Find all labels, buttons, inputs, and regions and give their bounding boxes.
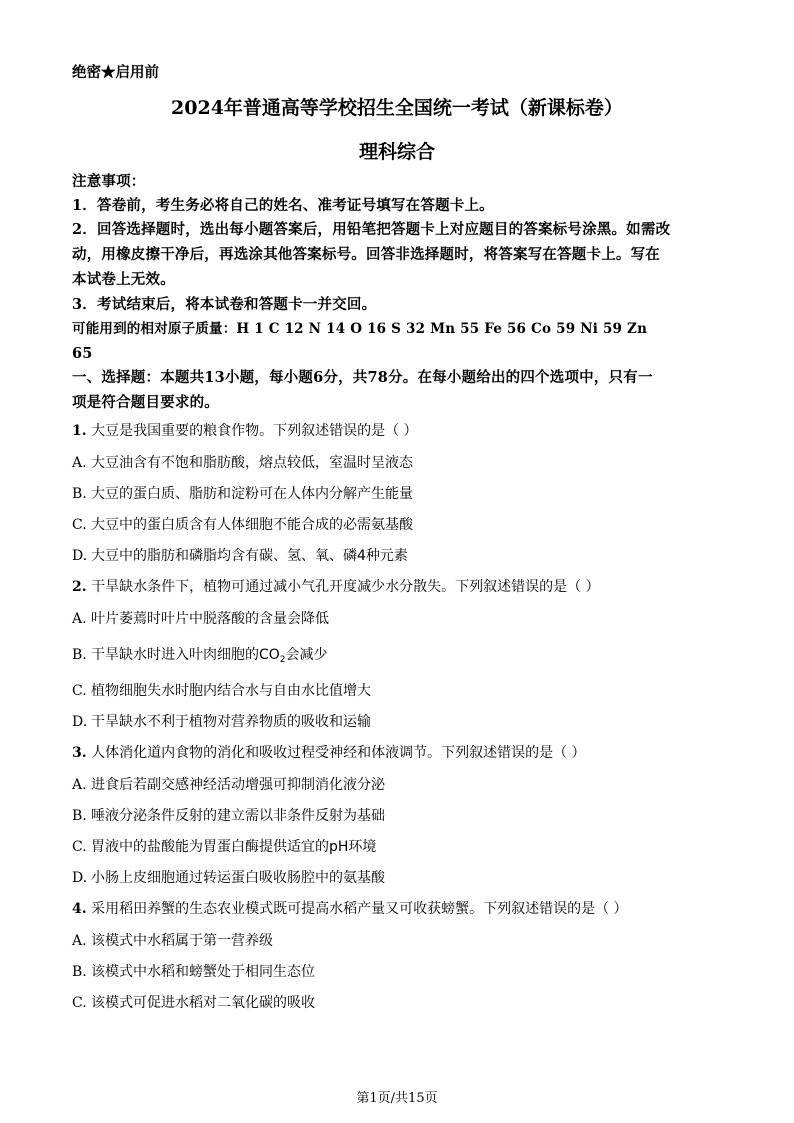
option-text: 干旱缺水不利于植物对营养物质的吸收和运输	[91, 714, 371, 730]
section-heading-line-1: 一、选择题：本题共13小题，每小题6分，共78分。在每小题给出的四个选项中，只有一	[72, 369, 653, 386]
atomic-mass-line-1: 可能用到的相对原子质量：H 1 C 12 N 14 O 16 S 32 Mn 55 Fe 56 Co 59 Ni 59 Zn	[72, 321, 648, 337]
option-text: 该模式中水稻和螃蟹处于相同生态位	[91, 964, 315, 980]
notice-item-2-line-3: 本试卷上无效。	[72, 271, 175, 288]
option-text-after: 会减少	[285, 647, 328, 663]
question-1-option-b	[72, 484, 413, 504]
question-text: 大豆是我国重要的粮食作物。下列叙述错误的是（ ）	[91, 423, 418, 439]
notice-heading: 注意事项：	[72, 173, 146, 190]
question-2-option-d	[72, 712, 371, 732]
option-text: 叶片萎蔫时叶片中脱落酸的含量会降低	[91, 611, 329, 627]
page-number-footer: 第1页/共15页	[356, 1091, 438, 1106]
question-2-option-a	[72, 609, 329, 629]
option-letter: C.	[72, 683, 87, 699]
question-4-option-c	[72, 993, 315, 1013]
question-3-option-a	[72, 775, 385, 795]
option-letter: A.	[72, 777, 87, 793]
notice-item-3: 3．考试结束后，将本试卷和答题卡一并交回。	[72, 296, 377, 313]
question-1-option-c	[72, 515, 413, 535]
option-text: 胃液中的盐酸能为胃蛋白酶提供适宜的pH环境	[91, 839, 377, 855]
question-number: 3.	[72, 745, 87, 761]
option-letter: B.	[72, 486, 87, 502]
secret-label: 绝密★启用前	[72, 64, 159, 81]
question-number: 1.	[72, 423, 87, 439]
notice-item-2-line-2: 动，用橡皮擦干净后，再选涂其他答案标号。回答非选择题时，将答案写在答题卡上。写在	[72, 246, 660, 263]
question-3-option-c	[72, 837, 376, 857]
option-text: 大豆中的蛋白质含有人体细胞不能合成的必需氨基酸	[91, 517, 413, 533]
question-4-option-a	[72, 931, 273, 951]
option-letter: A.	[72, 611, 87, 627]
atomic-mass-line-2: 65	[72, 345, 93, 362]
option-text: 唾液分泌条件反射的建立需以非条件反射为基础	[91, 808, 385, 824]
question-3-stem	[72, 743, 586, 763]
option-letter: B.	[72, 808, 87, 824]
option-letter: D.	[72, 548, 88, 564]
option-text: 大豆的蛋白质、脂肪和淀粉可在人体内分解产生能量	[91, 486, 413, 502]
option-text: 大豆中的脂肪和磷脂均含有碳、氢、氧、磷4种元素	[91, 548, 408, 564]
question-text: 采用稻田养蟹的生态农业模式既可提高水稻产量又可收获螃蟹。下列叙述错误的是（ ）	[91, 901, 628, 917]
question-2-option-b	[72, 645, 328, 670]
subject-title: 理科综合	[358, 141, 435, 163]
option-letter: C.	[72, 995, 87, 1011]
question-1-option-d	[72, 546, 408, 566]
option-text: 小肠上皮细胞通过转运蛋白吸收肠腔中的氨基酸	[91, 870, 385, 886]
question-2-stem	[72, 577, 600, 597]
question-1-option-a	[72, 453, 413, 473]
option-text-before: 干旱缺水时进入叶肉细胞的CO	[91, 647, 280, 663]
question-3-option-b	[72, 806, 385, 826]
option-letter: C.	[72, 839, 87, 855]
question-2-option-c	[72, 681, 371, 701]
question-4-option-b	[72, 962, 315, 982]
option-letter: B.	[72, 964, 87, 980]
notice-item-2-line-1: 2．回答选择题时，选出每小题答案后，用铅笔把答题卡上对应题目的答案标号涂黑。如需改	[72, 221, 671, 238]
question-4-stem	[72, 899, 628, 919]
option-letter: A.	[72, 455, 87, 471]
question-text: 干旱缺水条件下，植物可通过减小气孔开度减少水分散失。下列叙述错误的是（ ）	[91, 579, 600, 595]
option-text: 该模式可促进水稻对二氧化碳的吸收	[91, 995, 315, 1011]
option-letter: C.	[72, 517, 87, 533]
option-text: 该模式中水稻属于第一营养级	[91, 933, 273, 949]
section-heading-line-2: 项是符合题目要求的。	[72, 394, 219, 411]
option-letter: A.	[72, 933, 87, 949]
option-letter: D.	[72, 870, 88, 886]
option-letter: B.	[72, 647, 87, 663]
exam-title: 2024年普通高等学校招生全国统一考试（新课标卷）	[171, 97, 623, 119]
notice-item-1: 1．答卷前，考生务必将自己的姓名、准考证号填写在答题卡上。	[72, 197, 494, 214]
question-text: 人体消化道内食物的消化和吸收过程受神经和体液调节。下列叙述错误的是（ ）	[91, 745, 586, 761]
option-text: 大豆油含有不饱和脂肪酸，熔点较低，室温时呈液态	[91, 455, 413, 471]
option-text: 植物细胞失水时胞内结合水与自由水比值增大	[91, 683, 371, 699]
question-number: 2.	[72, 579, 87, 595]
option-letter: D.	[72, 714, 88, 730]
question-1-stem	[72, 421, 418, 441]
option-text: 进食后若副交感神经活动增强可抑制消化液分泌	[91, 777, 385, 793]
question-3-option-d	[72, 868, 385, 888]
question-number: 4.	[72, 901, 87, 917]
co2-subscript: 2	[279, 655, 286, 665]
